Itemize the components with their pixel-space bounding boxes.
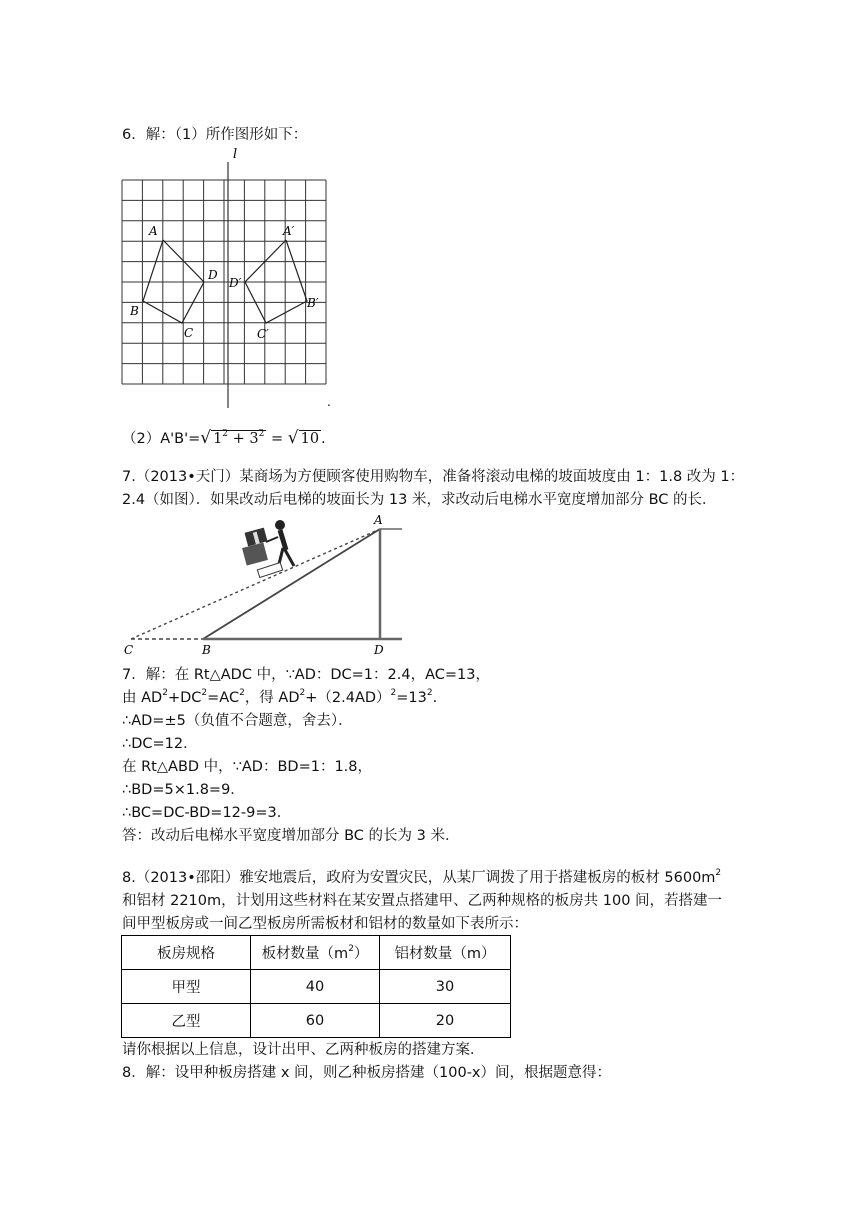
- q7-sol-line6: ∴BD=5×1.8=9．: [122, 782, 245, 798]
- cell-board: 60: [251, 1004, 380, 1038]
- header-board: 板材数量$(m^2)$: [251, 936, 380, 970]
- q7-sol-line2: 由 $AD^2+DC^2=AC^2$，得 $AD^2+(2.4AD)^2=13^2$.: [122, 688, 438, 706]
- grid-lines: [122, 180, 326, 384]
- q7-problem-line2: 2.4（如图）．如果改动后电梯的坡面长为 13 米，求改动后电梯水平宽度增加部分 BC 的长．: [122, 492, 717, 508]
- label-a: A: [374, 513, 383, 527]
- reflection-grid-figure: [110, 140, 350, 415]
- table-row: [122, 970, 511, 1004]
- label-d-prime: D′: [229, 276, 242, 290]
- table-row: [122, 1004, 511, 1038]
- q6-heading: 6．解：（1）所作图形如下：: [122, 127, 308, 143]
- label-b: B: [130, 304, 139, 318]
- q7-sol-line4: ∴DC=12．: [122, 736, 198, 752]
- plus-sign: +: [232, 431, 245, 447]
- radicand-1: 1: [213, 431, 223, 447]
- label-c: C: [184, 326, 194, 340]
- q7-sol-line7: ∴BC=DC-BD=12-9=3．: [122, 805, 292, 821]
- q8-after-table: 请你根据以上信息，设计出甲、乙两种板房的搭建方案．: [122, 1042, 485, 1058]
- q8-problem-line3: 间甲型板房或一间乙型板房所需板材和铝材的数量如下表所示：: [122, 916, 528, 932]
- q7-problem-line1: 7.（2013•天门）某商场为方便顾客使用购物车，准备将滚动电梯的坡面坡度由 1：1.8 改为 1：: [122, 469, 745, 485]
- label-c-prime: C′: [257, 327, 269, 341]
- q7-sol-line5: 在 Rt△ABD 中，∵AD：BD=1：1.8，: [122, 759, 373, 775]
- equals-sign: =: [270, 431, 284, 447]
- sqrt-result: 10: [300, 431, 320, 447]
- q8-sol-line1: 8．解：设甲种板房搭建 x 间，则乙种板房搭建（100-x）间，根据题意得：: [122, 1065, 612, 1081]
- label-b-prime: B′: [307, 296, 319, 310]
- cell-type: 乙型: [122, 1004, 251, 1038]
- q7-sol-line1: 7．解：在 Rt△ADC 中，∵AD：DC=1：2.4，AC=13，: [122, 667, 490, 683]
- cell-board: 40: [251, 970, 380, 1004]
- header-alu: 铝材数量（m）: [380, 936, 511, 970]
- label-b: B: [202, 643, 211, 657]
- table-header-row: [122, 936, 511, 970]
- board-house-table: [121, 935, 511, 1038]
- q6-part2-prefix: （2）A'B'=: [122, 431, 201, 447]
- label-d: D: [208, 268, 218, 282]
- q7-sol-line8: 答：改动后电梯水平宽度增加部分 BC 的长为 3 米．: [122, 828, 460, 844]
- exp-2: 2: [258, 429, 265, 439]
- q7-sol-line3: ∴AD=±5（负值不合题意，舍去）．: [122, 713, 353, 729]
- q6-part2-end: .: [321, 431, 326, 447]
- cell-alu: 30: [380, 970, 511, 1004]
- q8-problem-line1: 8.（2013•邵阳）雅安地震后，政府为安置灾民，从某厂调拨了用于搭建板房的板材 $5600m^2$: [122, 868, 722, 886]
- radicand-2: 3: [249, 431, 259, 447]
- trailing-dot: .: [327, 395, 331, 409]
- sqrt-expression: √ $1^2 + 3^2$ = √ 10: [200, 428, 320, 448]
- q8-problem-line2: 和铝材 2210m，计划用这些材料在某安置点搭建甲、乙两种规格的板房共 100 间，若搭建一: [122, 893, 723, 909]
- cell-type: 甲型: [122, 970, 251, 1004]
- label-l: l: [233, 147, 238, 162]
- q6-part2: [122, 428, 326, 449]
- cell-alu: 20: [380, 1004, 511, 1038]
- shopper-illustration: [242, 520, 294, 578]
- label-c: C: [124, 643, 134, 657]
- exp-1: 2: [222, 429, 229, 439]
- header-spec: 板房规格: [122, 936, 251, 970]
- escalator-figure: [118, 508, 418, 658]
- label-d: D: [374, 643, 384, 657]
- slope-ab: [203, 529, 380, 639]
- label-a: A: [149, 224, 158, 238]
- label-a-prime: A′: [283, 224, 295, 238]
